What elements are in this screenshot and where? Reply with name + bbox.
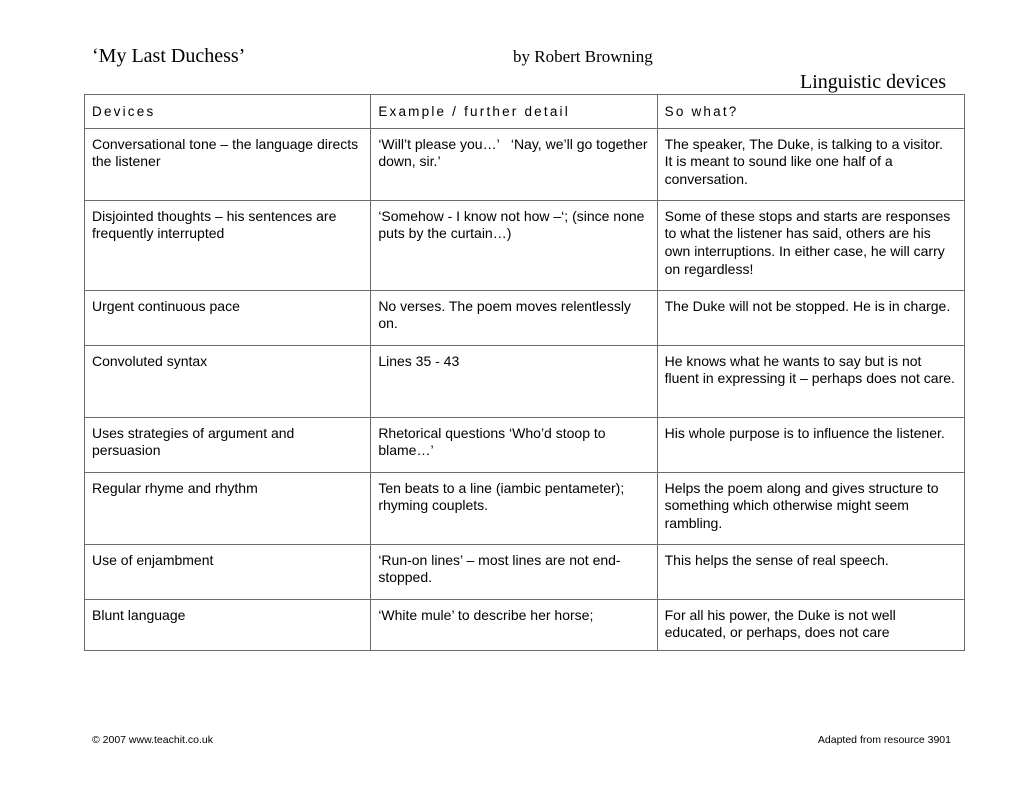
table-row	[85, 599, 965, 650]
table-row	[85, 290, 965, 345]
example-cell: ‘Will’t please you…’ ‘Nay, we’ll go together down, sir.’	[371, 128, 657, 200]
example-cell: Rhetorical questions ‘Who’d stoop to blame…’	[371, 417, 657, 472]
resource-footer: Adapted from resource 3901	[817, 734, 951, 746]
table-header-row	[85, 95, 965, 129]
device-cell: Conversational tone – the language directs the listener	[85, 128, 371, 200]
device-cell: Convoluted syntax	[85, 345, 371, 417]
table-row	[85, 472, 965, 544]
column-header-example: Example / further detail	[371, 95, 657, 129]
device-cell: Blunt language	[85, 599, 371, 650]
table-row	[85, 200, 965, 290]
devices-table	[84, 94, 965, 651]
table-row	[85, 417, 965, 472]
so-what-cell: Some of these stops and starts are responses to what the listener has said, others are his own interruptions. In either case, he will carry on regardless!	[657, 200, 964, 290]
so-what-cell: He knows what he wants to say but is not fluent in expressing it – perhaps does not care.	[657, 345, 964, 417]
table-row	[85, 128, 965, 200]
document-subtitle: Linguistic devices	[800, 71, 947, 93]
device-cell: Use of enjambment	[85, 544, 371, 599]
example-cell: Ten beats to a line (iambic pentameter); rhyming couplets.	[371, 472, 657, 544]
so-what-cell: Helps the poem along and gives structure to something which otherwise might seem rambling.	[657, 472, 964, 544]
example-cell: ‘Run-on lines’ – most lines are not end-stopped.	[371, 544, 657, 599]
so-what-cell: This helps the sense of real speech.	[657, 544, 964, 599]
example-cell: No verses. The poem moves relentlessly on.	[371, 290, 657, 345]
table-row	[85, 544, 965, 599]
so-what-cell: The Duke will not be stopped. He is in charge.	[657, 290, 964, 345]
example-cell: ‘Somehow - I know not how –‘; (since none puts by the curtain…)	[371, 200, 657, 290]
example-cell: ‘White mule’ to describe her horse;	[371, 599, 657, 650]
device-cell: Regular rhyme and rhythm	[85, 472, 371, 544]
copyright-footer: © 2007 www.teachit.co.uk	[92, 734, 213, 746]
device-cell: Urgent continuous pace	[85, 290, 371, 345]
device-cell: Uses strategies of argument and persuasion	[85, 417, 371, 472]
document-author: by Robert Browning	[513, 47, 653, 66]
column-header-so-what: So what?	[657, 95, 964, 129]
example-cell: Lines 35 - 43	[371, 345, 657, 417]
document-title: ‘My Last Duchess’	[92, 45, 246, 67]
so-what-cell: For all his power, the Duke is not well educated, or perhaps, does not care	[657, 599, 964, 650]
so-what-cell: His whole purpose is to influence the listener.	[657, 417, 964, 472]
so-what-cell: The speaker, The Duke, is talking to a visitor. It is meant to sound like one half of a conversation.	[657, 128, 964, 200]
device-cell: Disjointed thoughts – his sentences are frequently interrupted	[85, 200, 371, 290]
column-header-devices: Devices	[85, 95, 371, 129]
table-row	[85, 345, 965, 417]
